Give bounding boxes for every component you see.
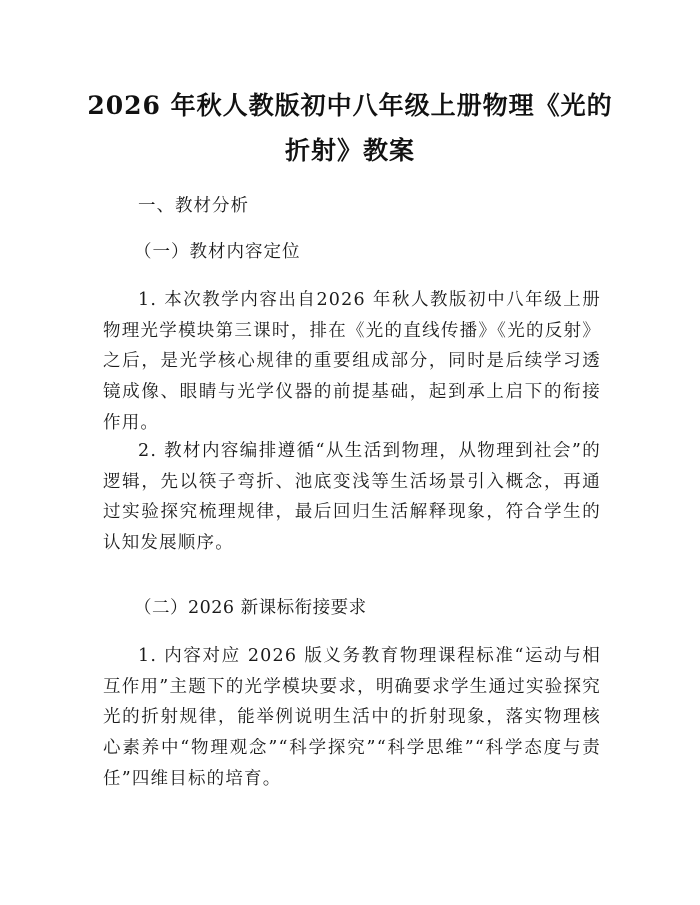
paragraph-content-source: 1. 本次教学内容出自2026 年秋人教版初中八年级上册物理光学模块第三课时，排在《光的直线传播》《光的反射》之后，是光学核心规律的重要组成部分，同时是后续学习透镜成像、眼睛与光学仪器的前提基础，起到承上启下的衔接作用。 [103, 290, 601, 433]
subsection-heading-curriculum-standard: （二）2026 新课标衔接要求 [134, 598, 367, 618]
paragraph-content-arrangement: 2. 教材内容编排遵循“从生活到物理，从物理到社会”的逻辑，先以筷子弯折、池底变浅等生活场景引入概念，再通过实验探究梳理规律，最后回归生活解释现象，符合学生的认知发展顺序。 [103, 441, 601, 554]
document-title-line-1: 2026 年秋人教版初中八年级上册物理《光的 [87, 91, 613, 120]
document-title-line-2: 折射》教案 [284, 136, 415, 165]
subsection-heading-content-positioning: （一）教材内容定位 [134, 242, 301, 262]
section-heading-teaching-material-analysis: 一、教材分析 [138, 196, 249, 216]
paragraph-curriculum-requirements: 1. 内容对应 2026 版义务教育物理课程标准“运动与相互作用”主题下的光学模块要求，明确要求学生通过实验探究光的折射规律，能举例说明生活中的折射现象，落实物理核心素养中“物理观念”“科学探究”“科学思维”“科学态度与责任”四维目标的培育。 [103, 646, 601, 789]
